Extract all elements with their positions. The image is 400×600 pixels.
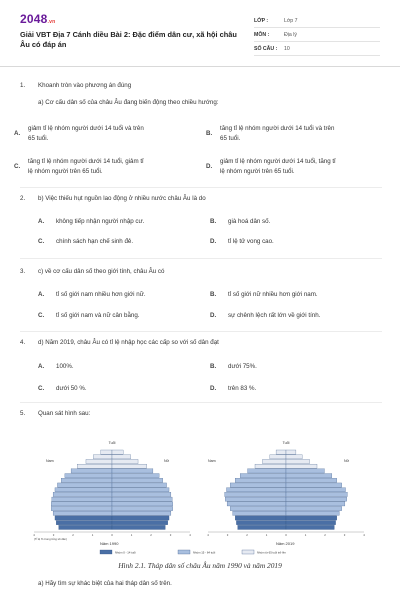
pyramid-bar [86, 459, 112, 463]
pyramid-bar [112, 516, 169, 520]
pyramid-2019 [225, 450, 348, 530]
legend-swatch-working [178, 550, 190, 554]
option-letter: C. [38, 385, 45, 392]
option-4b[interactable] [210, 362, 380, 372]
option-text: tỉ số giới nam nhiều hơn giới nữ. [56, 291, 146, 298]
option-text: sự chênh lệch rất lớn về giới tính. [228, 312, 321, 319]
option-text-line: 65 tuổi. [28, 135, 49, 142]
pyramid-bar [286, 525, 334, 529]
option-1d[interactable] [206, 157, 386, 179]
x-tick-label: 4 [207, 533, 209, 537]
question-number: 1. [20, 82, 26, 89]
option-3d[interactable] [210, 311, 380, 321]
pyramid-bar [65, 474, 112, 478]
option-3c[interactable] [38, 311, 208, 321]
question-stem: Khoanh tròn vào phương án đúng [38, 82, 132, 89]
x-tick-label: 3 [226, 533, 229, 537]
logo-suffix: .vn [47, 19, 56, 25]
pyramid-bar [225, 497, 286, 501]
x-tick-label: 3 [52, 533, 55, 537]
pyramid-bar [53, 511, 112, 515]
pyramid-bar [236, 521, 286, 525]
pyramid-bar [93, 455, 112, 459]
pyramid-bar [51, 506, 112, 510]
x-tick-label: 1 [130, 533, 133, 537]
pyramid-bar [112, 488, 169, 492]
pyramid-bar [101, 450, 112, 454]
pyramid-bar [286, 474, 332, 478]
divider [20, 402, 382, 403]
option-letter: C. [38, 238, 45, 245]
pyramid-bar [286, 464, 317, 468]
x-tick-label: 3 [343, 533, 346, 537]
option-letter: D. [206, 163, 213, 170]
option-4a[interactable] [38, 362, 208, 372]
pyramid-bar [286, 492, 347, 496]
option-letter: D. [210, 385, 217, 392]
population-pyramid-figure [28, 436, 372, 562]
option-text-line: tăng tỉ lệ nhóm người dưới 14 tuổi và trên [220, 125, 335, 132]
document-title: Giải VBT Địa 7 Cánh diều Bài 2: Đặc điểm dân cư, xã hội châu Âu có đáp án [20, 30, 237, 49]
question-3 [20, 268, 382, 328]
pyramid-bar [227, 502, 286, 506]
x-tick-label: 2 [246, 533, 248, 537]
option-4c[interactable] [38, 384, 208, 394]
pyramid-bar [276, 450, 286, 454]
option-1c[interactable] [14, 157, 194, 179]
question-1 [14, 82, 382, 192]
x-tick-label: 4 [363, 533, 365, 537]
x-axis-unit-label: (Tỉ lệ % trong tổng số dân) [34, 537, 67, 541]
question-5a-text: a) Hãy tìm sự khác biệt của hai tháp dân số trên. [38, 580, 172, 587]
option-4d[interactable] [210, 384, 380, 394]
option-1a[interactable] [14, 124, 194, 146]
legend-swatch-old [242, 550, 254, 554]
option-text-line: lệ nhóm người trên 65 tuổi. [28, 168, 103, 175]
pyramid-bar [286, 511, 339, 515]
x-tick-label: 2 [72, 533, 74, 537]
divider [20, 187, 382, 188]
pyramid-bar [53, 492, 112, 496]
pyramid-bar [112, 474, 159, 478]
option-2b[interactable] [210, 217, 380, 227]
option-letter: D. [210, 238, 217, 245]
x-tick-label: 1 [91, 533, 94, 537]
age-axis-label: Tuổi [282, 441, 290, 445]
pyramid-bar [235, 516, 286, 520]
pyramid-bar [112, 525, 165, 529]
option-letter: A. [38, 363, 45, 370]
legend-label-old: Nhóm từ 65 tuổi trở lên [257, 550, 286, 555]
meta-value: Lớp 7 [284, 17, 298, 24]
option-text: tỉ số giới nam và nữ cân bằng. [56, 312, 140, 319]
legend-label-working: Nhóm 15 - 64 tuổi [193, 550, 216, 555]
option-letter: B. [210, 363, 217, 370]
option-letter: C. [38, 312, 45, 319]
option-letter: C. [14, 163, 21, 170]
divider [20, 331, 382, 332]
meta-row-count [254, 42, 380, 56]
option-text-line: giảm tỉ lệ nhóm người dưới 14 tuổi, tăng tỉ [220, 158, 336, 165]
x-tick-labels [33, 533, 365, 537]
pyramid-bar [235, 478, 286, 482]
meta-key: LỚP : [254, 17, 269, 24]
option-text: già hoá dân số. [228, 218, 271, 225]
page-header [0, 0, 400, 62]
pyramid-bar [286, 450, 296, 454]
year-label-1990: Năm 1990 [100, 541, 119, 546]
year-label-2019: Năm 2019 [276, 541, 295, 546]
option-2a[interactable] [38, 217, 208, 227]
female-label-right: Nữ [344, 459, 350, 463]
pyramid-bar [286, 488, 346, 492]
question-number: 5. [20, 410, 26, 417]
option-text: trên 83 %. [228, 385, 257, 392]
legend-label-young: Nhóm 0 - 14 tuổi [115, 550, 136, 555]
meta-value: Địa lý [284, 31, 297, 38]
question-number: 2. [20, 195, 26, 202]
x-tick-label: 2 [150, 533, 152, 537]
pyramid-bar [238, 525, 286, 529]
question-number: 4. [20, 339, 26, 346]
option-3a[interactable] [38, 290, 208, 300]
pyramid-bar [286, 516, 337, 520]
x-tick-label: 3 [169, 533, 172, 537]
pyramid-bar [112, 506, 173, 510]
pyramid-bar [112, 502, 173, 506]
meta-table [254, 14, 380, 56]
pyramid-bar [286, 497, 347, 501]
option-3b[interactable] [210, 290, 380, 300]
legend-swatch-young [100, 550, 112, 554]
female-label-left: Nữ [164, 459, 170, 463]
option-letter: B. [206, 130, 213, 137]
question-sub: a) Cơ cấu dân số của châu Âu đang biến động theo chiều hướng: [38, 99, 219, 106]
pyramid-bar [55, 516, 112, 520]
male-label-left: Nam [46, 459, 54, 463]
option-text: dưới 50 %. [56, 385, 87, 392]
question-5 [20, 410, 382, 422]
meta-row-subject [254, 28, 380, 42]
x-tick-label: 2 [324, 533, 326, 537]
question-2 [20, 195, 382, 255]
pyramid-bar [112, 450, 123, 454]
pyramid-bar [112, 459, 138, 463]
option-letter: A. [38, 291, 45, 298]
pyramid-bar [59, 525, 112, 529]
pyramid-bar [226, 488, 286, 492]
meta-value: 10 [284, 45, 290, 52]
option-letter: D. [210, 312, 217, 319]
question-4 [20, 339, 382, 399]
divider [20, 258, 382, 259]
option-letter: A. [38, 218, 45, 225]
option-letter: A. [14, 130, 21, 137]
figure-caption: Hình 2.1. Tháp dân số châu Âu năm 1990 và năm 2019 [118, 561, 282, 570]
pyramid-bar [112, 521, 168, 525]
pyramid-bar [230, 506, 286, 510]
x-tick-label: 1 [265, 533, 268, 537]
option-text-line: giảm tỉ lệ nhóm người dưới 14 tuổi và trên [28, 125, 144, 132]
pyramid-bar [112, 464, 147, 468]
option-text: tỉ lệ tử vong cao. [228, 238, 274, 245]
question-number: 3. [20, 268, 26, 275]
pyramid-bar [262, 459, 286, 463]
pyramid-bar [57, 483, 112, 487]
pyramid-bar [225, 492, 286, 496]
pyramid-bar [233, 511, 286, 515]
pyramid-bar [286, 478, 337, 482]
question-stem: d) Năm 2019, châu Âu có tỉ lệ nhập học các cấp so với số dân đạt [38, 339, 219, 346]
meta-key: SỐ CÂU : [254, 45, 278, 52]
age-axis-label: Tuổi [108, 441, 116, 445]
question-stem: Quan sát hình sau: [38, 410, 91, 417]
pyramid-bar [112, 497, 172, 501]
option-text-line: lệ nhóm người trên 65 tuổi. [220, 168, 295, 175]
pyramid-bar [286, 506, 342, 510]
question-stem: b) Việc thiếu hụt nguồn lao động ở nhiều nước châu Âu là do [38, 195, 206, 202]
pyramid-bar [286, 521, 336, 525]
x-tick-label: 0 [111, 533, 113, 537]
x-tick-label: 4 [33, 533, 35, 537]
x-tick-label: 4 [189, 533, 191, 537]
male-label-right: Nam [208, 459, 216, 463]
pyramid-bar [286, 469, 324, 473]
option-text: không tiếp nhận người nhập cư. [56, 218, 145, 225]
option-letter: B. [210, 291, 217, 298]
pyramid-bar [240, 474, 286, 478]
option-text: 100%. [56, 363, 74, 370]
pyramid-1990 [51, 450, 173, 530]
pyramid-bar [112, 478, 163, 482]
pyramid-bar [112, 492, 171, 496]
meta-row-grade [254, 14, 380, 28]
x-tick-label: 0 [285, 533, 287, 537]
option-2d[interactable] [210, 237, 380, 247]
option-text: dưới 75%. [228, 363, 257, 370]
site-logo[interactable] [20, 12, 55, 26]
pyramid-bar [112, 483, 167, 487]
pyramid-bar [112, 455, 131, 459]
pyramid-bar [51, 502, 112, 506]
meta-key: MÔN : [254, 31, 270, 38]
option-text-line: 65 tuổi. [220, 135, 241, 142]
pyramid-bar [52, 497, 112, 501]
option-2c[interactable] [38, 237, 208, 247]
pyramid-bar [230, 483, 286, 487]
header-divider [0, 66, 400, 67]
option-text: chính sách hạn chế sinh đẻ. [56, 238, 134, 245]
x-tick-label: 1 [304, 533, 307, 537]
pyramid-bar [286, 483, 342, 487]
pyramid-bar [286, 455, 302, 459]
pyramid-bar [61, 478, 112, 482]
option-letter: B. [210, 218, 217, 225]
pyramid-bar [55, 488, 112, 492]
pyramid-bar [71, 469, 112, 473]
pyramid-bar [56, 521, 112, 525]
pyramid-bar [286, 459, 310, 463]
pyramid-bar [248, 469, 286, 473]
population-pyramids-svg [28, 436, 372, 562]
question-stem: c) về cơ cấu dân số theo giới tính, châu Âu có [38, 268, 165, 275]
pyramid-bar [112, 511, 171, 515]
option-1b[interactable] [206, 124, 386, 146]
option-text: tỉ số giới nữ nhiều hơn giới nam. [228, 291, 318, 298]
option-text-line: tăng tỉ lệ nhóm người dưới 14 tuổi, giảm tỉ [28, 158, 144, 165]
pyramid-bar [255, 464, 286, 468]
pyramid-bar [286, 502, 345, 506]
pyramid-bar [77, 464, 112, 468]
pyramid-bar [112, 469, 153, 473]
pyramid-bar [270, 455, 286, 459]
logo-text: 2048 [20, 12, 48, 26]
